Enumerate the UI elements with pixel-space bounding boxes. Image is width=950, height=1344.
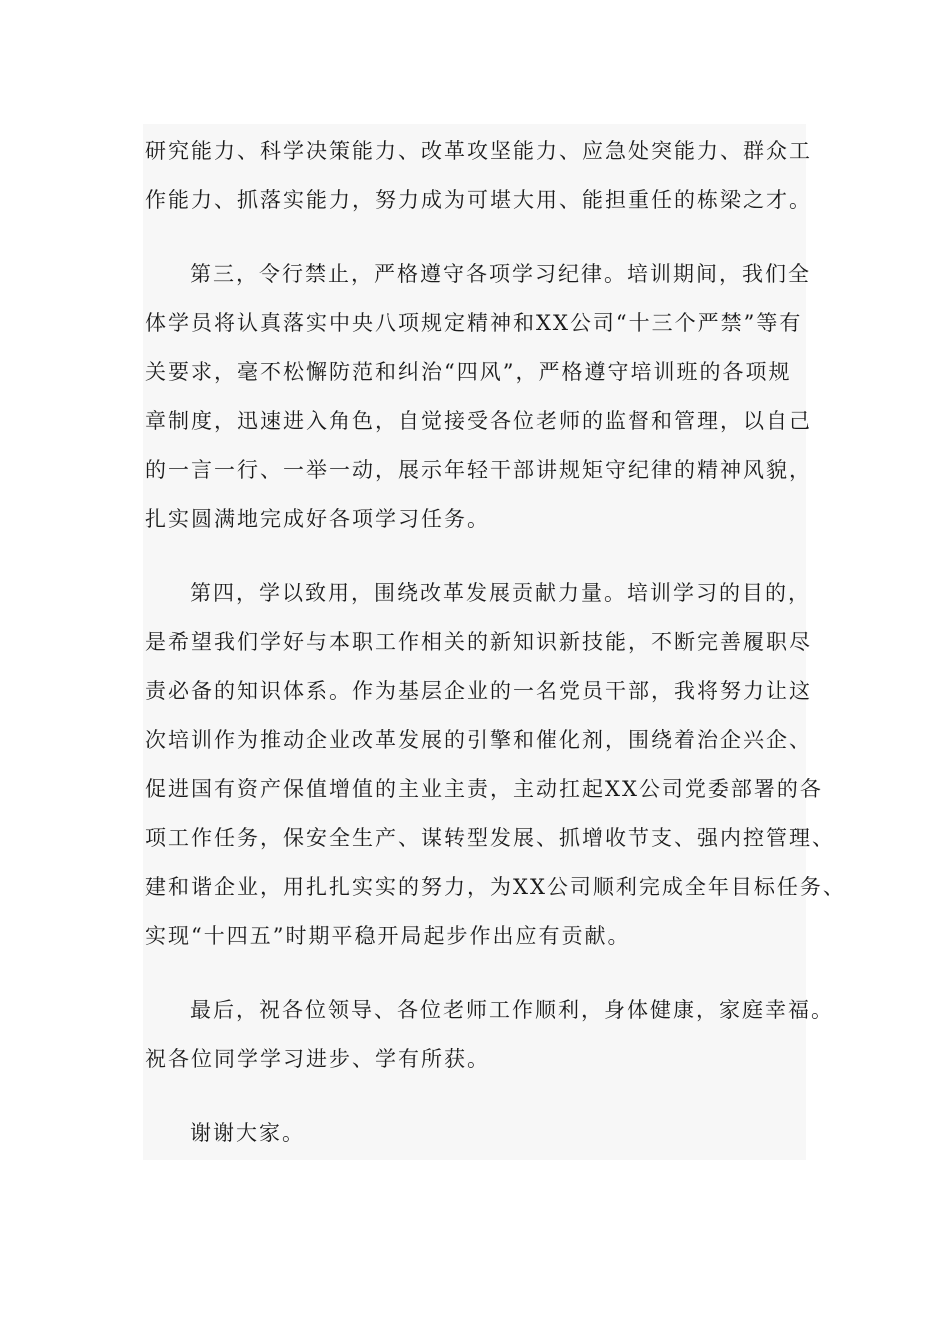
paragraph-line: 研究能力、科学决策能力、改革攻坚能力、应急处突能力、群众工 (145, 139, 812, 163)
paragraph-line: 促进国有资产保值增值的主业主责，主动扛起XX公司党委部署的各 (145, 777, 823, 801)
paragraph-line: 项工作任务，保安全生产、谋转型发展、抓增收节支、强内控管理、 (145, 826, 835, 850)
paragraph-line: 最后，祝各位领导、各位老师工作顺利，身体健康，家庭幸福。 (190, 998, 834, 1022)
paragraph-line: 关要求，毫不松懈防范和纠治“四风”，严格遵守培训班的各项规 (145, 360, 792, 384)
paragraph-line: 实现“十四五”时期平稳开局起步作出应有贡献。 (145, 924, 631, 948)
paragraph-line: 第三，令行禁止，严格遵守各项学习纪律。培训期间，我们全 (190, 262, 811, 286)
paragraph-line: 章制度，迅速进入角色，自觉接受各位老师的监督和管理，以自己 (145, 409, 812, 433)
paragraph-line: 祝各位同学学习进步、学有所获。 (145, 1047, 490, 1071)
paragraph-line: 建和谐企业，用扎扎实实的努力，为XX公司顺利完成全年目标任务、 (145, 875, 846, 899)
paragraph-line: 扎实圆满地完成好各项学习任务。 (145, 507, 490, 531)
paragraph-line: 次培训作为推动企业改革发展的引擎和催化剂，围绕着治企兴企、 (145, 728, 812, 752)
paragraph-line: 第四，学以致用，围绕改革发展贡献力量。培训学习的目的， (190, 581, 811, 605)
paragraph-line: 的一言一行、一举一动，展示年轻干部讲规矩守纪律的精神风貌， (145, 458, 812, 482)
paragraph-line: 是希望我们学好与本职工作相关的新知识新技能，不断完善履职尽 (145, 630, 812, 654)
paragraph-line: 体学员将认真落实中央八项规定精神和XX公司“十三个严禁”等有 (145, 311, 803, 335)
paragraph-line: 作能力、抓落实能力，努力成为可堪大用、能担重任的栋梁之才。 (145, 188, 812, 212)
paragraph-line: 谢谢大家。 (190, 1121, 305, 1145)
paragraph-line: 责必备的知识体系。作为基层企业的一名党员干部，我将努力让这 (145, 679, 812, 703)
